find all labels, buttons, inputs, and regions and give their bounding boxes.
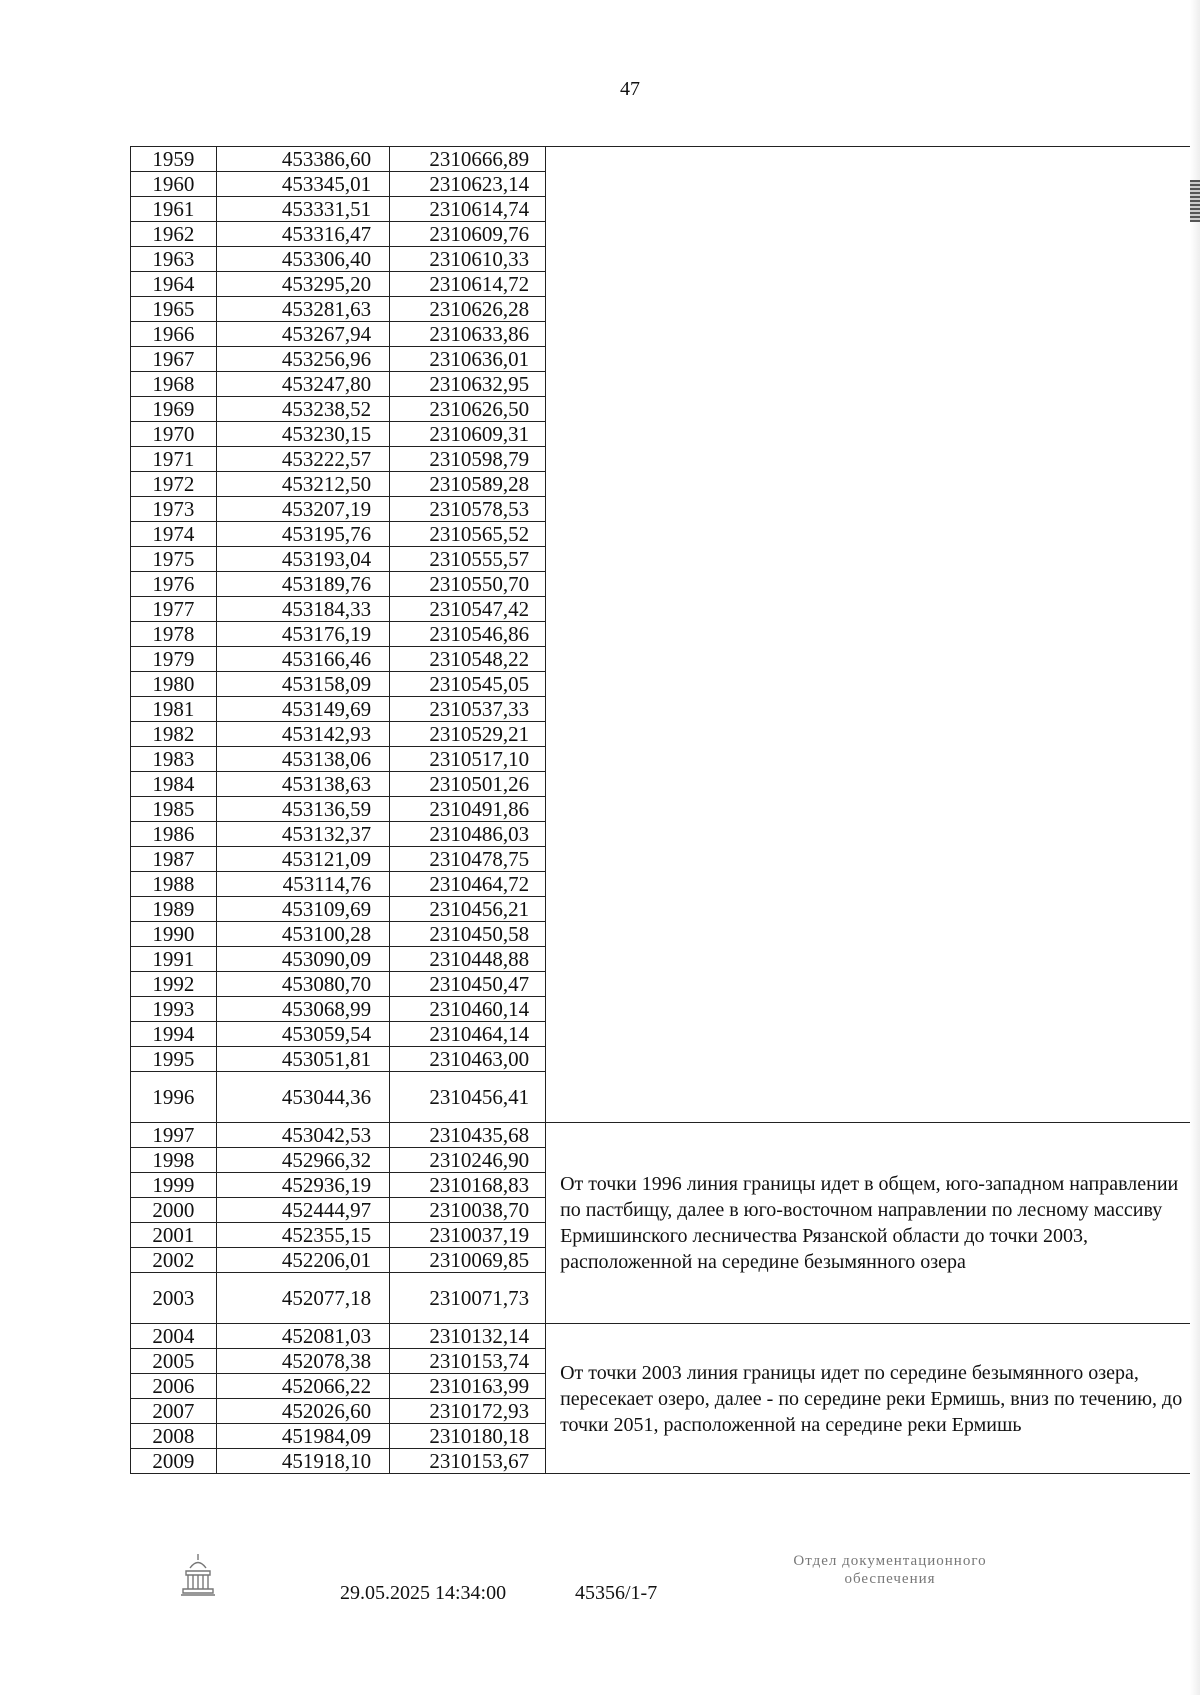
footer-reference: 45356/1-7 [575,1582,658,1604]
y-coordinate: 2310633,86 [390,322,546,347]
x-coordinate: 453295,20 [216,272,389,297]
scan-edge [1190,0,1200,1695]
y-coordinate: 2310037,19 [390,1223,546,1248]
x-coordinate: 453132,37 [216,822,389,847]
x-coordinate: 453212,50 [216,472,389,497]
y-coordinate: 2310632,95 [390,372,546,397]
y-coordinate: 2310626,28 [390,297,546,322]
y-coordinate: 2310578,53 [390,497,546,522]
y-coordinate: 2310609,76 [390,222,546,247]
point-number: 2001 [131,1223,217,1248]
x-coordinate: 453068,99 [216,997,389,1022]
x-coordinate: 453230,15 [216,422,389,447]
point-number: 2004 [131,1324,217,1349]
y-coordinate: 2310610,33 [390,247,546,272]
x-coordinate: 453149,69 [216,697,389,722]
y-coordinate: 2310614,74 [390,197,546,222]
y-coordinate: 2310548,22 [390,647,546,672]
point-number: 1976 [131,572,217,597]
y-coordinate: 2310517,10 [390,747,546,772]
point-number: 1983 [131,747,217,772]
x-coordinate: 453256,96 [216,347,389,372]
y-coordinate: 2310626,50 [390,397,546,422]
x-coordinate: 453100,28 [216,922,389,947]
x-coordinate: 453247,80 [216,372,389,397]
y-coordinate: 2310163,99 [390,1374,546,1399]
point-number: 1979 [131,647,217,672]
y-coordinate: 2310589,28 [390,472,546,497]
y-coordinate: 2310546,86 [390,622,546,647]
point-number: 2007 [131,1399,217,1424]
y-coordinate: 2310435,68 [390,1123,546,1148]
y-coordinate: 2310456,21 [390,897,546,922]
y-coordinate: 2310529,21 [390,722,546,747]
point-number: 1971 [131,447,217,472]
point-number: 2003 [131,1273,217,1324]
point-number: 1980 [131,672,217,697]
point-number: 1959 [131,147,217,172]
y-coordinate: 2310555,57 [390,547,546,572]
point-number: 1992 [131,972,217,997]
y-coordinate: 2310038,70 [390,1198,546,1223]
x-coordinate: 452966,32 [216,1148,389,1173]
y-coordinate: 2310501,26 [390,772,546,797]
point-number: 1966 [131,322,217,347]
x-coordinate: 453184,33 [216,597,389,622]
x-coordinate: 452081,03 [216,1324,389,1349]
point-number: 1985 [131,797,217,822]
y-coordinate: 2310450,47 [390,972,546,997]
x-coordinate: 453138,06 [216,747,389,772]
point-number: 1975 [131,547,217,572]
x-coordinate: 453080,70 [216,972,389,997]
x-coordinate: 451918,10 [216,1449,389,1474]
x-coordinate: 453158,09 [216,672,389,697]
point-number: 1989 [131,897,217,922]
x-coordinate: 452444,97 [216,1198,389,1223]
y-coordinate: 2310486,03 [390,822,546,847]
x-coordinate: 453189,76 [216,572,389,597]
point-number: 1999 [131,1173,217,1198]
department-stamp-line1: Отдел документационного [793,1553,987,1569]
point-number: 2002 [131,1248,217,1273]
y-coordinate: 2310168,83 [390,1173,546,1198]
description-cell-empty [546,147,1200,1123]
point-number: 1987 [131,847,217,872]
point-number: 1961 [131,197,217,222]
footer-datetime: 29.05.2025 14:34:00 [340,1582,507,1604]
x-coordinate: 452077,18 [216,1273,389,1324]
x-coordinate: 453042,53 [216,1123,389,1148]
point-number: 2009 [131,1449,217,1474]
x-coordinate: 453345,01 [216,172,389,197]
x-coordinate: 453316,47 [216,222,389,247]
y-coordinate: 2310609,31 [390,422,546,447]
y-coordinate: 2310623,14 [390,172,546,197]
y-coordinate: 2310172,93 [390,1399,546,1424]
x-coordinate: 453195,76 [216,522,389,547]
y-coordinate: 2310071,73 [390,1273,546,1324]
point-number: 1967 [131,347,217,372]
x-coordinate: 453207,19 [216,497,389,522]
y-coordinate: 2310478,75 [390,847,546,872]
y-coordinate: 2310460,14 [390,997,546,1022]
coordinates-table [130,146,1200,1474]
y-coordinate: 2310545,05 [390,672,546,697]
point-number: 1996 [131,1072,217,1123]
point-number: 1970 [131,422,217,447]
point-number: 1974 [131,522,217,547]
x-coordinate: 452355,15 [216,1223,389,1248]
x-coordinate: 453267,94 [216,322,389,347]
x-coordinate: 453136,59 [216,797,389,822]
point-number: 2000 [131,1198,217,1223]
x-coordinate: 453044,36 [216,1072,389,1123]
point-number: 2008 [131,1424,217,1449]
x-coordinate: 452936,19 [216,1173,389,1198]
y-coordinate: 2310614,72 [390,272,546,297]
y-coordinate: 2310598,79 [390,447,546,472]
point-number: 1984 [131,772,217,797]
y-coordinate: 2310448,88 [390,947,546,972]
point-number: 1986 [131,822,217,847]
y-coordinate: 2310463,00 [390,1047,546,1072]
x-coordinate: 452026,60 [216,1399,389,1424]
point-number: 1963 [131,247,217,272]
y-coordinate: 2310491,86 [390,797,546,822]
department-stamp [740,1552,1040,1588]
x-coordinate: 453193,04 [216,547,389,572]
y-coordinate: 2310153,74 [390,1349,546,1374]
table-row [131,1123,1200,1148]
y-coordinate: 2310464,72 [390,872,546,897]
table-row [131,147,1200,172]
point-number: 1997 [131,1123,217,1148]
point-number: 1968 [131,372,217,397]
x-coordinate: 452078,38 [216,1349,389,1374]
x-coordinate: 451984,09 [216,1424,389,1449]
point-number: 1988 [131,872,217,897]
page-number: 47 [620,78,640,100]
y-coordinate: 2310456,41 [390,1072,546,1123]
x-coordinate: 453222,57 [216,447,389,472]
x-coordinate: 453306,40 [216,247,389,272]
point-number: 1965 [131,297,217,322]
department-stamp-line2: обеспечения [844,1571,936,1587]
x-coordinate: 453051,81 [216,1047,389,1072]
point-number: 1962 [131,222,217,247]
y-coordinate: 2310464,14 [390,1022,546,1047]
x-coordinate: 453114,76 [216,872,389,897]
y-coordinate: 2310537,33 [390,697,546,722]
y-coordinate: 2310069,85 [390,1248,546,1273]
table-row [131,1324,1200,1349]
point-number: 1995 [131,1047,217,1072]
y-coordinate: 2310565,52 [390,522,546,547]
y-coordinate: 2310450,58 [390,922,546,947]
point-number: 1973 [131,497,217,522]
point-number: 1993 [131,997,217,1022]
point-number: 1991 [131,947,217,972]
description-segment-1996: От точки 1996 линия границы идет в общем, юго-западном направлении по пастбищу, далее в юго-восточном направлении по лесному массиву Ермишинского лесничества Рязанской области до точки 2003, расположенной на середине безымянного озера [546,1123,1200,1324]
point-number: 2006 [131,1374,217,1399]
y-coordinate: 2310636,01 [390,347,546,372]
point-number: 1972 [131,472,217,497]
description-segment-2003: От точки 2003 линия границы идет по середине безымянного озера, пересекает озеро, далее - по середине реки Ермишь, вниз по течению, до точки 2051, расположенной на середине реки Ермишь [546,1324,1200,1474]
x-coordinate: 452206,01 [216,1248,389,1273]
x-coordinate: 453121,09 [216,847,389,872]
x-coordinate: 453138,63 [216,772,389,797]
x-coordinate: 453142,93 [216,722,389,747]
point-number: 1969 [131,397,217,422]
point-number: 1998 [131,1148,217,1173]
point-number: 1981 [131,697,217,722]
point-number: 1977 [131,597,217,622]
x-coordinate: 452066,22 [216,1374,389,1399]
x-coordinate: 453176,19 [216,622,389,647]
point-number: 2005 [131,1349,217,1374]
y-coordinate: 2310246,90 [390,1148,546,1173]
y-coordinate: 2310666,89 [390,147,546,172]
y-coordinate: 2310153,67 [390,1449,546,1474]
point-number: 1960 [131,172,217,197]
y-coordinate: 2310180,18 [390,1424,546,1449]
x-coordinate: 453386,60 [216,147,389,172]
x-coordinate: 453090,09 [216,947,389,972]
point-number: 1994 [131,1022,217,1047]
x-coordinate: 453166,46 [216,647,389,672]
x-coordinate: 453238,52 [216,397,389,422]
y-coordinate: 2310550,70 [390,572,546,597]
y-coordinate: 2310132,14 [390,1324,546,1349]
x-coordinate: 453281,63 [216,297,389,322]
x-coordinate: 453109,69 [216,897,389,922]
point-number: 1982 [131,722,217,747]
building-emblem-icon [178,1551,218,1601]
point-number: 1978 [131,622,217,647]
point-number: 1964 [131,272,217,297]
y-coordinate: 2310547,42 [390,597,546,622]
scan-mark [1190,180,1200,222]
point-number: 1990 [131,922,217,947]
x-coordinate: 453331,51 [216,197,389,222]
x-coordinate: 453059,54 [216,1022,389,1047]
